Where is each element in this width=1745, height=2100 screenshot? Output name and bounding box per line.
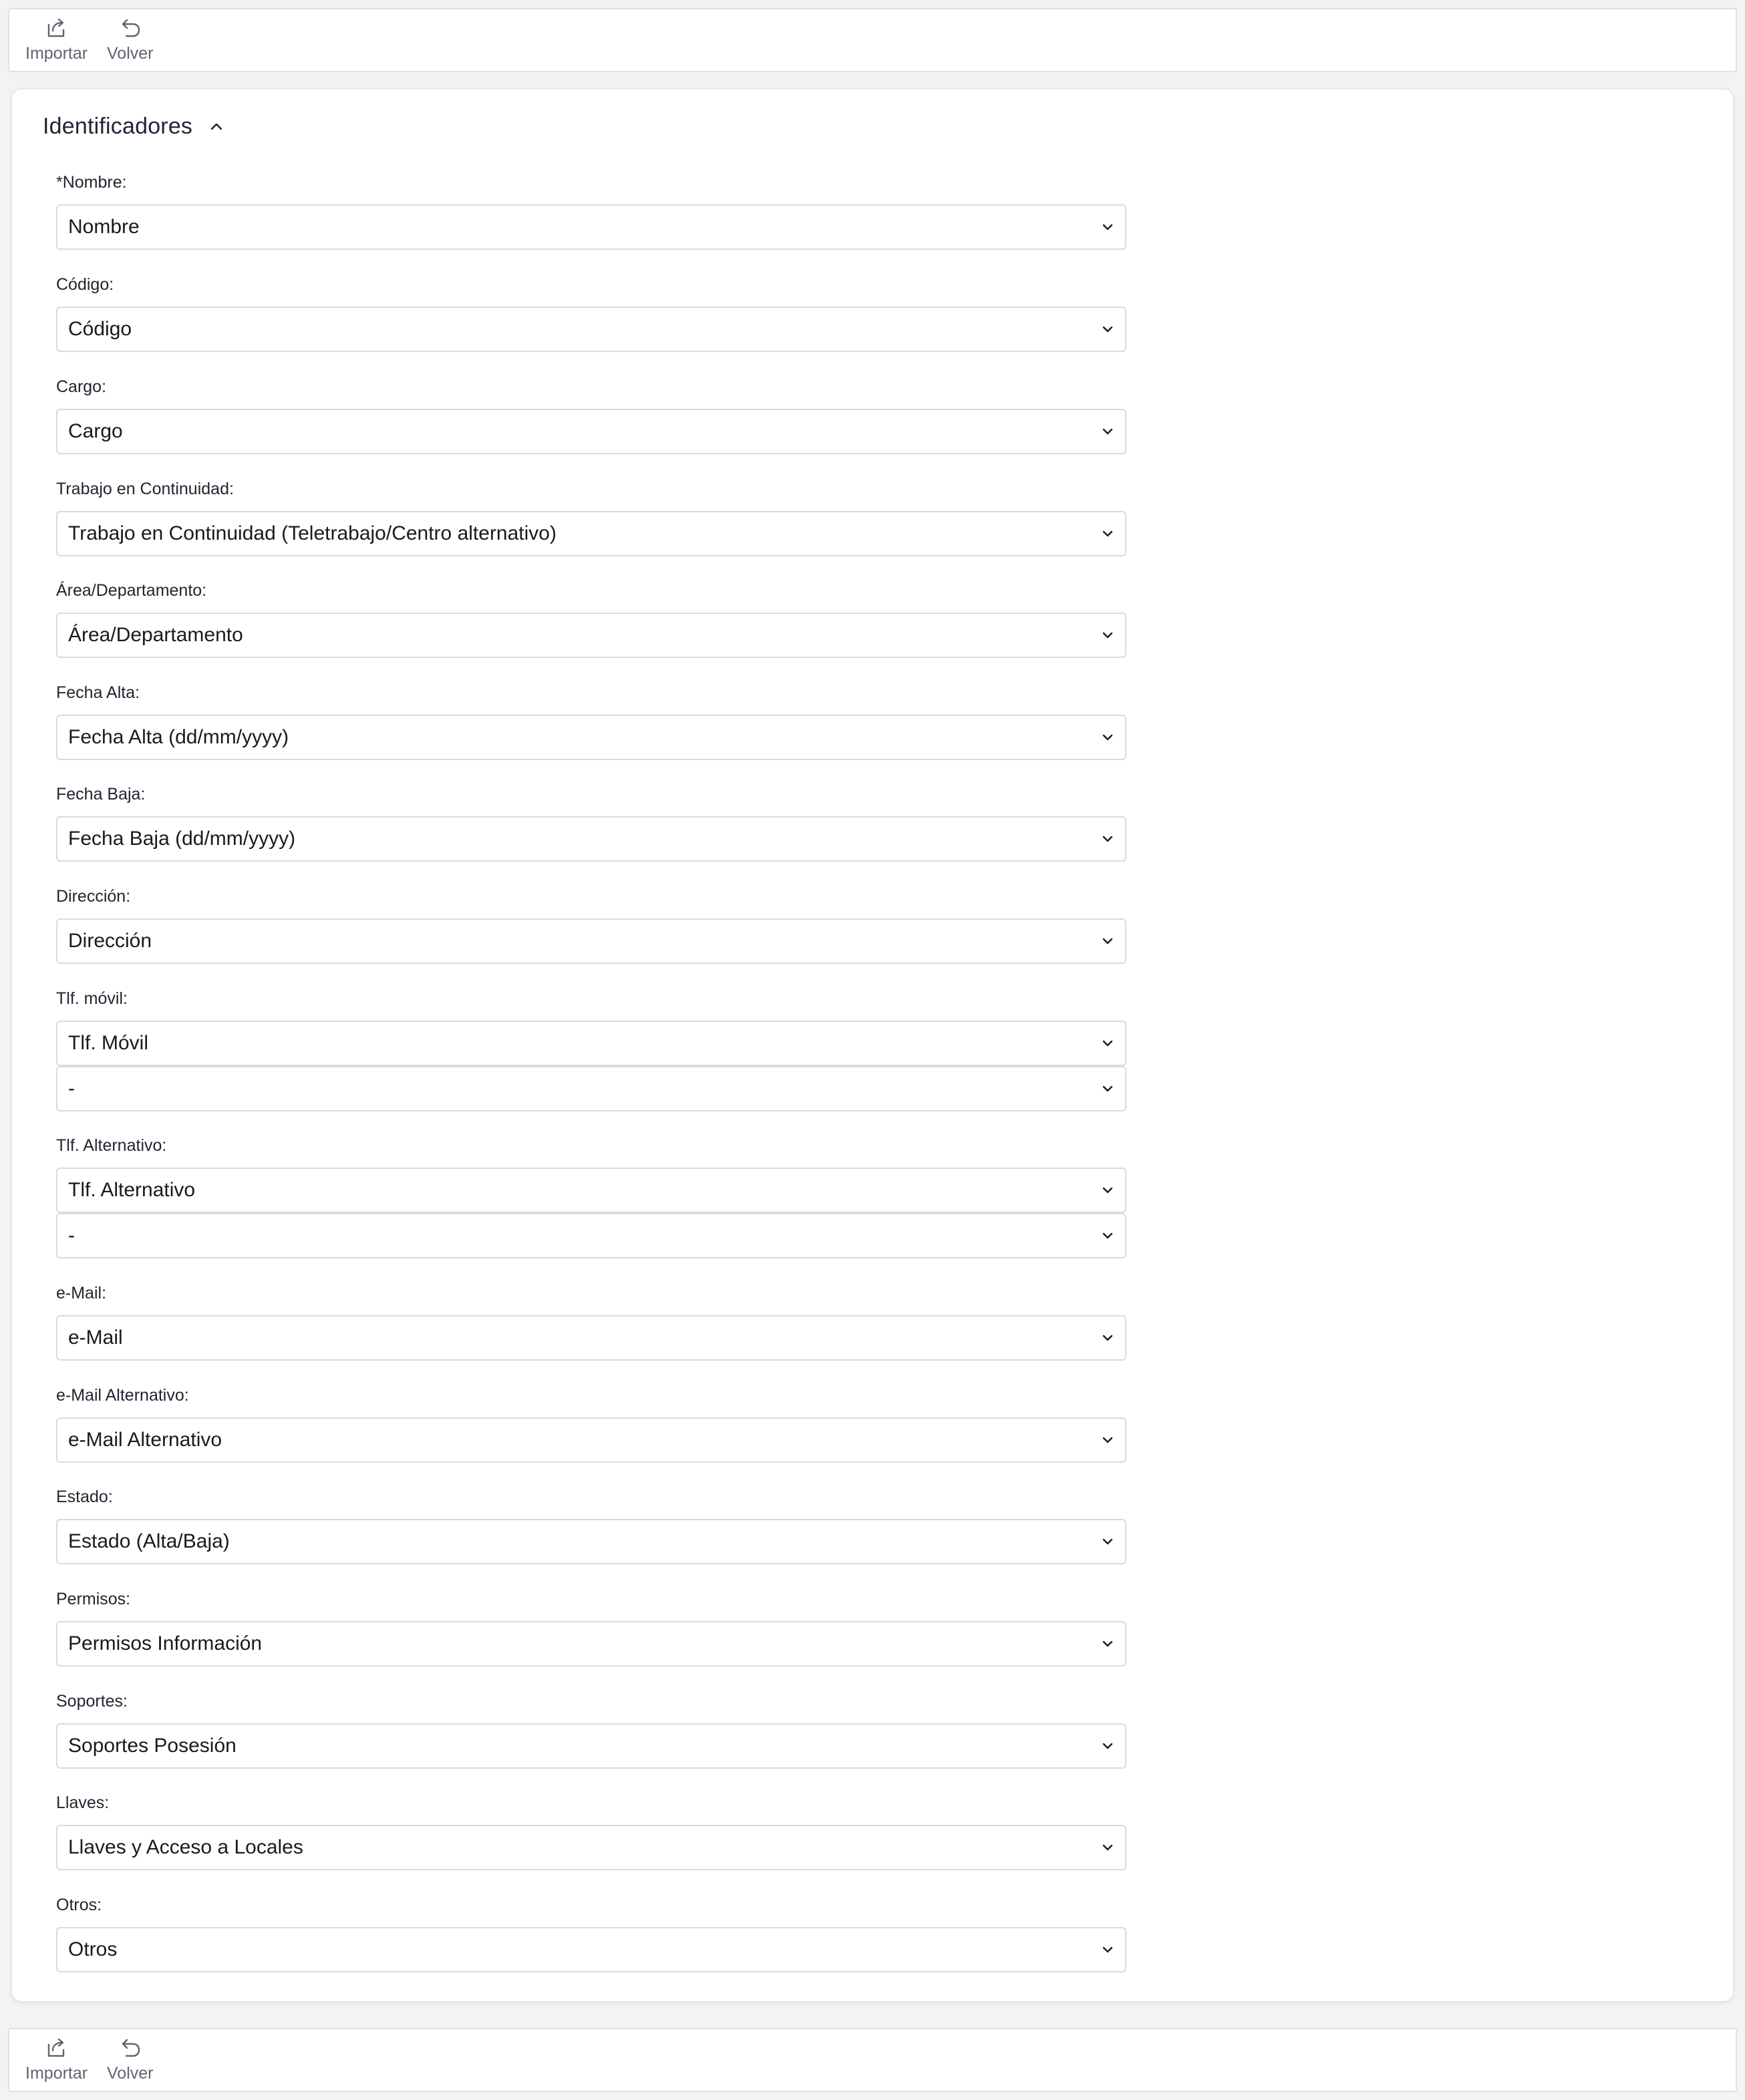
area-label: Área/Departamento: [56, 581, 207, 600]
chevron-down-icon [1100, 321, 1116, 337]
otros-select[interactable] [56, 1927, 1126, 1972]
trabajo-value: Trabajo en Continuidad (Teletrabajo/Centro alternativo) [68, 522, 557, 544]
tlf-movil-value: Tlf. Móvil [68, 1032, 148, 1054]
chevron-down-icon [1100, 831, 1116, 847]
undo-icon [117, 2035, 144, 2061]
direccion-label: Dirección: [56, 887, 131, 906]
import-button[interactable] [25, 2035, 88, 2083]
email-select[interactable] [56, 1315, 1126, 1361]
field-cargo [56, 375, 1126, 454]
field-area [56, 579, 1126, 658]
email-alt-label: e-Mail Alternativo: [56, 1386, 189, 1405]
field-email-alternativo [56, 1384, 1126, 1463]
field-nombre [56, 171, 1126, 250]
email-alt-select[interactable] [56, 1417, 1126, 1463]
fecha-baja-label: Fecha Baja: [56, 785, 146, 804]
import-label: Importar [25, 2064, 88, 2083]
field-fecha-baja [56, 783, 1126, 862]
chevron-down-icon [1100, 1432, 1116, 1448]
soportes-label: Soportes: [56, 1692, 128, 1711]
import-icon [43, 15, 70, 41]
otros-label: Otros: [56, 1896, 102, 1914]
import-icon [43, 2035, 70, 2061]
nombre-label: *Nombre: [56, 173, 127, 192]
field-direccion [56, 885, 1126, 964]
codigo-value: Código [68, 318, 132, 340]
fecha-alta-value: Fecha Alta (dd/mm/yyyy) [68, 726, 289, 748]
undo-icon [117, 15, 144, 41]
field-llaves [56, 1791, 1126, 1870]
area-select[interactable] [56, 612, 1126, 658]
otros-value: Otros [68, 1938, 118, 1960]
tlf-movil-select[interactable] [56, 1021, 1126, 1066]
fecha-alta-label: Fecha Alta: [56, 683, 140, 702]
chevron-down-icon [1100, 1534, 1116, 1550]
fecha-baja-value: Fecha Baja (dd/mm/yyyy) [68, 828, 296, 850]
section-header[interactable] [43, 114, 226, 140]
tlf-alt-label: Tlf. Alternativo: [56, 1136, 167, 1155]
field-estado [56, 1485, 1126, 1564]
chevron-down-icon [1100, 729, 1116, 745]
field-tlf-movil [56, 987, 1126, 1111]
chevron-down-icon [1100, 933, 1116, 949]
back-label: Volver [107, 2064, 154, 2083]
field-email [56, 1282, 1126, 1361]
field-fecha-alta [56, 681, 1126, 760]
nombre-value: Nombre [68, 216, 140, 238]
section-title: Identificadores [43, 114, 193, 139]
cargo-value: Cargo [68, 420, 123, 442]
chevron-down-icon [1100, 423, 1116, 440]
chevron-down-icon [1100, 1228, 1116, 1244]
tlf-alt-secondary-value: - [68, 1224, 75, 1246]
chevron-down-icon [1100, 1035, 1116, 1051]
area-value: Área/Departamento [68, 624, 243, 646]
field-soportes [56, 1690, 1126, 1769]
email-value: e-Mail [68, 1327, 123, 1349]
llaves-value: Llaves y Acceso a Locales [68, 1836, 303, 1858]
fecha-alta-select[interactable] [56, 715, 1126, 760]
tlf-movil-secondary-select[interactable] [56, 1066, 1126, 1111]
email-label: e-Mail: [56, 1284, 107, 1302]
tlf-alt-value: Tlf. Alternativo [68, 1179, 196, 1201]
direccion-select[interactable] [56, 918, 1126, 964]
chevron-down-icon [1100, 1081, 1116, 1097]
back-button[interactable] [107, 2035, 153, 2083]
estado-label: Estado: [56, 1487, 113, 1506]
chevron-down-icon [1100, 526, 1116, 542]
permisos-value: Permisos Información [68, 1632, 263, 1654]
tlf-alt-select[interactable] [56, 1168, 1126, 1213]
chevron-down-icon [1100, 1738, 1116, 1754]
import-label: Importar [25, 44, 88, 63]
llaves-select[interactable] [56, 1825, 1126, 1870]
chevron-up-icon[interactable] [207, 118, 226, 136]
field-tlf-alternativo [56, 1134, 1126, 1258]
import-button[interactable] [25, 15, 88, 63]
identifiers-panel [11, 88, 1734, 2002]
estado-select[interactable] [56, 1519, 1126, 1564]
field-otros [56, 1894, 1126, 1972]
tlf-alt-secondary-select[interactable] [56, 1213, 1126, 1258]
tlf-movil-label: Tlf. móvil: [56, 989, 128, 1008]
back-label: Volver [107, 44, 154, 63]
fecha-baja-select[interactable] [56, 816, 1126, 862]
trabajo-label: Trabajo en Continuidad: [56, 480, 234, 498]
field-trabajo [56, 478, 1126, 556]
cargo-select[interactable] [56, 409, 1126, 454]
chevron-down-icon [1100, 219, 1116, 235]
field-codigo [56, 273, 1126, 352]
cargo-label: Cargo: [56, 377, 107, 396]
chevron-down-icon [1100, 1840, 1116, 1856]
field-permisos [56, 1588, 1126, 1667]
chevron-down-icon [1100, 1942, 1116, 1958]
chevron-down-icon [1100, 1182, 1116, 1198]
estado-value: Estado (Alta/Baja) [68, 1530, 230, 1552]
chevron-down-icon [1100, 627, 1116, 643]
codigo-select[interactable] [56, 307, 1126, 352]
trabajo-select[interactable] [56, 511, 1126, 556]
chevron-down-icon [1100, 1636, 1116, 1652]
email-alt-value: e-Mail Alternativo [68, 1429, 222, 1451]
soportes-select[interactable] [56, 1723, 1126, 1769]
tlf-movil-secondary-value: - [68, 1077, 75, 1099]
back-button[interactable] [107, 15, 153, 63]
llaves-label: Llaves: [56, 1793, 110, 1812]
bottom-toolbar [8, 2028, 1737, 2092]
direccion-value: Dirección [68, 930, 152, 952]
permisos-label: Permisos: [56, 1590, 131, 1608]
permisos-select[interactable] [56, 1621, 1126, 1667]
chevron-down-icon [1100, 1330, 1116, 1346]
soportes-value: Soportes Posesión [68, 1735, 236, 1757]
nombre-select[interactable] [56, 204, 1126, 250]
codigo-label: Código: [56, 275, 114, 294]
top-toolbar [8, 8, 1737, 72]
